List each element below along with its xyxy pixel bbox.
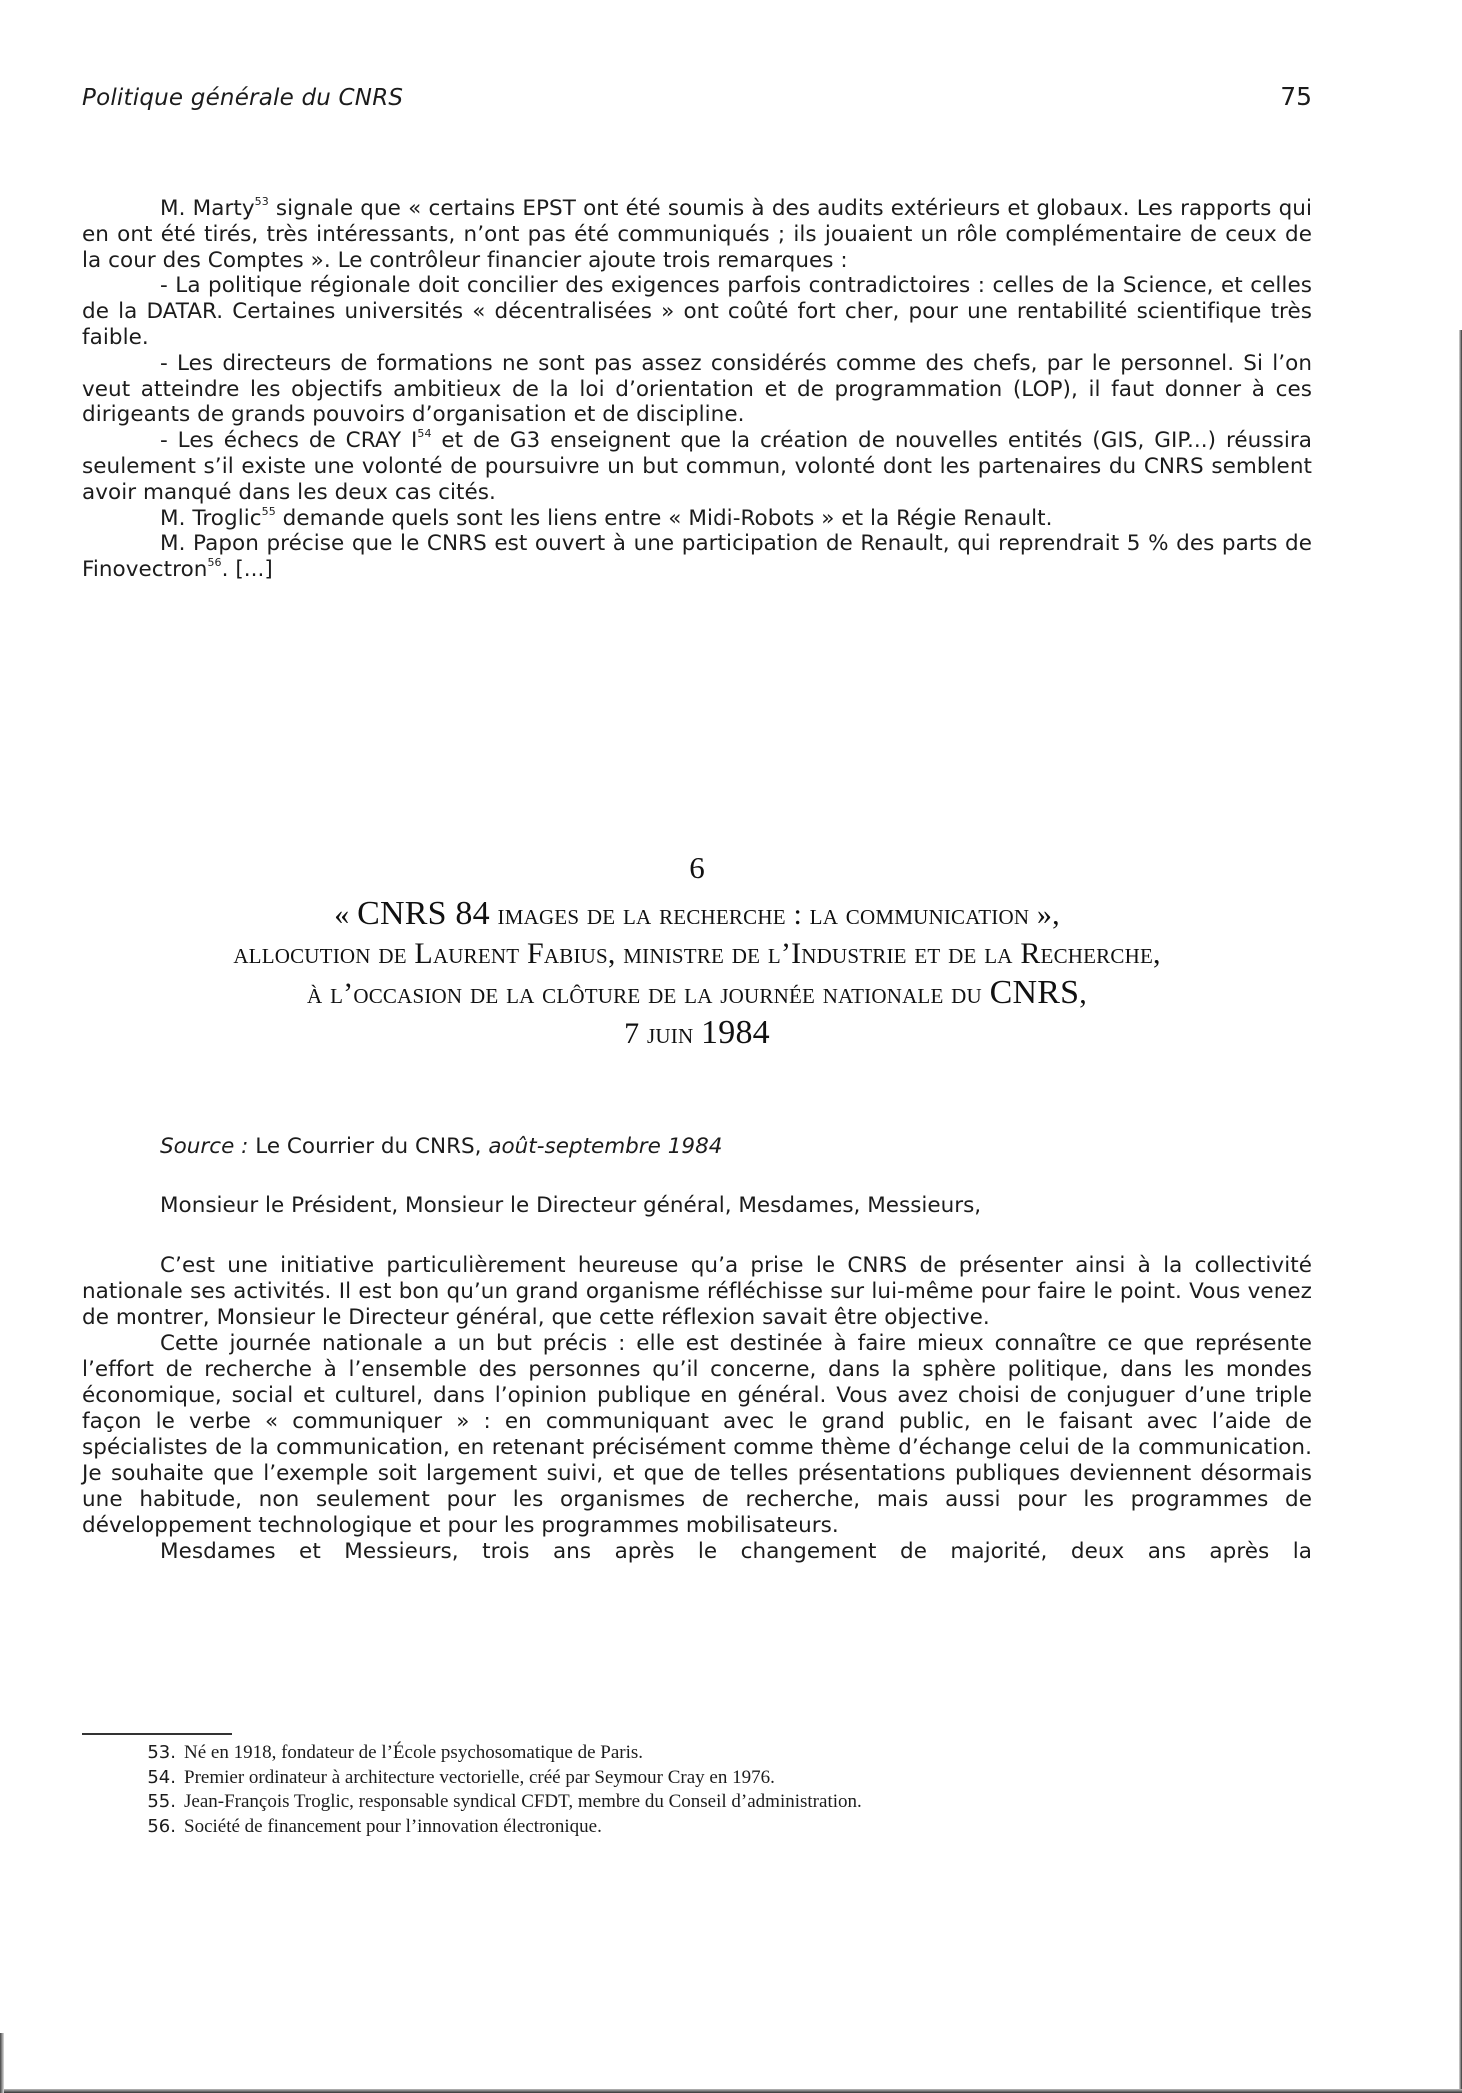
paragraph: Cette journée nationale a un but précis : elle est destinée à faire mieux connaître ce que représente l’effort de recherche à l’ensemble des personnes qu’il concerne, dans la sphère politique, dans les mondes économique, social et culturel, dans l’opinion publique en général. Vous avez choisi de conjuguer d’une triple façon le verbe « communiquer » : en communiquant avec le grand public, en le faisant avec l’aide de spécialistes de la communication, en retenant précisément comme thème d’échange celui de la communication. Je souhaite que l’exemple soit largement suivi, et que de telles présentations publiques deviennent désormais une habitude, non seulement pour les organismes de recherche, mais aussi pour les programmes de développement technologique et pour les programmes mobilisateurs. — [82, 1331, 1312, 1538]
footnote-ref[interactable]: 54 — [417, 427, 432, 441]
footnote — [140, 1815, 1240, 1840]
footnote-ref[interactable]: 55 — [261, 504, 276, 518]
footnote — [140, 1790, 1240, 1815]
section-number: 6 — [689, 850, 705, 885]
footnote — [140, 1766, 1240, 1791]
text: 1984 — [701, 1014, 770, 1051]
paragraph — [82, 196, 1312, 273]
text: et de G3 enseignent que la création de nouvelles entités (GIS, GIP...) réussira seulement s’il existe une volonté de poursuivre un but commun, volonté dont les partenaires du CNRS semblent avoir manqué dans les deux cas cités. — [82, 428, 1313, 505]
page-edge-shadow — [0, 2089, 1462, 2093]
footnote-number: 54. — [147, 1766, 176, 1788]
footnote-text: Société de financement pour l’innovation électronique. — [184, 1815, 602, 1837]
meeting-minutes — [82, 196, 1312, 583]
text: CNRS 84 — [357, 895, 490, 932]
footnote-number: 56. — [147, 1815, 176, 1837]
footnote-number: 55. — [147, 1791, 176, 1812]
footnote-ref[interactable]: 56 — [207, 556, 222, 570]
footnote — [140, 1741, 1240, 1766]
footnote-number: 53. — [147, 1742, 176, 1763]
text: M. Troglic — [160, 505, 262, 531]
source-label: Source : — [160, 1134, 249, 1159]
running-header — [82, 82, 1312, 122]
text: signale que « certains EPST ont été soumis à des audits extérieurs et globaux. Les rapports qui en ont été tirés, très intéressants, n’ont pas été communiqués ; ils jouaient un rôle complémentaire de ceux de la cour des Comptes ». Le contrôleur financier ajoute trois remarques : — [82, 196, 1312, 273]
text: images de la recherche : la communication », — [489, 898, 1060, 931]
text: . [...] — [221, 557, 273, 583]
footnote-text: Né en 1918, fondateur de l’École psychosomatique de Paris. — [184, 1742, 644, 1763]
running-title: Politique générale du CNRS — [82, 85, 404, 111]
paragraph: - Les directeurs de formations ne sont pas assez considérés comme des chefs, par le personnel. Si l’on veut atteindre les objectifs ambitieux de la loi d’orientation et de programmation (LOP), il faut donner à ces dirigeants de grands pouvoirs d’organisation et de discipline. — [82, 350, 1312, 428]
page-edge-shadow — [0, 2033, 4, 2093]
text: M. Marty — [160, 196, 255, 221]
paragraph — [82, 531, 1312, 583]
text: « — [334, 898, 358, 931]
footnote-ref[interactable]: 53 — [254, 195, 269, 208]
source-date: août-septembre 1984 — [488, 1134, 723, 1159]
text: demande quels sont les liens entre « Midi-Robots » et la Régie Renault. — [275, 505, 1053, 531]
paragraph: Mesdames et Messieurs, trois ans après le changement de majorité, deux ans après la — [160, 1539, 1312, 1564]
text: 7 juin — [624, 1017, 702, 1050]
paragraph — [82, 428, 1312, 505]
text: M. Papon précise que le CNRS est ouvert à une participation de Renault, qui reprendrait 5 % des parts de Finovectron — [82, 531, 1312, 583]
section-title — [82, 848, 1312, 1053]
title-line — [82, 894, 1312, 934]
title-line: allocution de Laurent Fabius, ministre de l’Industrie et de la Recherche, — [233, 937, 1161, 970]
speech-body — [82, 1253, 1312, 1565]
text: - Les échecs de CRAY I — [160, 428, 418, 454]
footnote-text: Jean-François Troglic, responsable syndical CFDT, membre du Conseil d’administration. — [184, 1791, 862, 1812]
paragraph — [82, 506, 1312, 532]
paragraph: C’est une initiative particulièrement heureuse qu’a prise le CNRS de présenter ainsi à la collectivité nationale ses activités. Il est bon qu’un grand organisme réfléchisse sur lui-même pour faire le point. Vous venez de montrer, Monsieur le Directeur général, que cette réflexion savait être objective. — [82, 1253, 1312, 1330]
footnote-divider — [82, 1733, 232, 1735]
source-publication: Le Courrier du CNRS, — [248, 1134, 489, 1159]
page-number: 75 — [1280, 82, 1312, 111]
footnote-text: Premier ordinateur à architecture vectorielle, créé par Seymour Cray en 1976. — [184, 1766, 775, 1788]
salutation: Monsieur le Président, Monsieur le Directeur général, Mesdames, Messieurs, — [160, 1193, 982, 1218]
title-line — [82, 1013, 1312, 1053]
text: CNRS — [989, 974, 1080, 1011]
text: , — [1079, 977, 1087, 1010]
footnotes — [140, 1741, 1240, 1839]
text: à l’occasion de la clôture de la journée nationale du — [307, 977, 990, 1010]
title-line — [82, 973, 1312, 1013]
paragraph: - La politique régionale doit concilier des exigences parfois contradictoires : celles de la Science, et celles de la DATAR. Certaines universités « décentralisées » ont coûté fort cher, pour une rentabilité scientifique très faible. — [82, 273, 1312, 350]
source-line — [160, 1134, 722, 1159]
